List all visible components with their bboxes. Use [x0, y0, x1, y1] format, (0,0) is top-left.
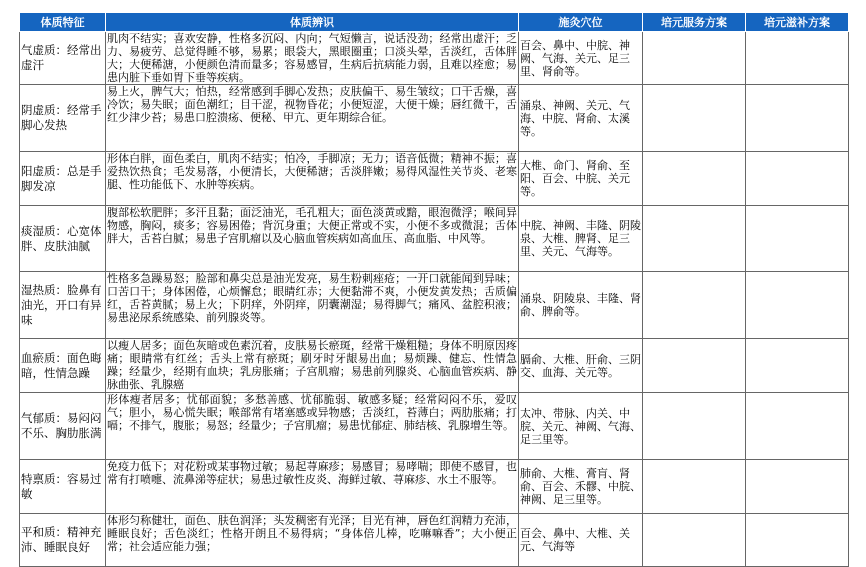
cell-tonic-plan[interactable]	[746, 85, 849, 152]
table-row	[20, 514, 849, 567]
cell-type[interactable]: 阴虚质：经常手脚心发热	[20, 85, 106, 152]
table-row	[20, 460, 849, 514]
cell-type[interactable]: 特禀质：容易过敏	[20, 460, 106, 514]
cell-type[interactable]: 痰湿质：心宽体胖、皮肤油腻	[20, 206, 106, 272]
cell-description[interactable]: 易上火，脾气大；怕热，经常感到手脚心发热；皮肤偏干、易生皱纹；口干舌燥，喜冷饮；易失眠；面色潮红；目干涩，视物昏花；小便短涩，大便干燥；唇红微干，舌红少津少苔；易患口腔溃疡、便秘、甲亢、更年期综合征。	[106, 85, 519, 152]
cell-description[interactable]: 体形匀称健壮，面色、肤色润泽；头发稠密有光泽；目光有神，唇色红润精力充沛，睡眠良好；舌色淡红；性格开朗且不易得病；“身体倍儿棒，吃嘛嘛香”；大小便正常；社会适应能力强；	[106, 514, 519, 567]
cell-acupoints[interactable]: 膈俞、大椎、肝俞、三阴交、血海、关元等。	[519, 339, 643, 393]
table-row	[20, 85, 849, 152]
cell-type[interactable]: 湿热质：脸鼻有油光，开口有异味	[20, 272, 106, 339]
cell-service-plan[interactable]	[643, 206, 746, 272]
cell-type[interactable]: 气虚质：经常出虚汗	[20, 32, 106, 85]
cell-description[interactable]: 性格多急躁易怒；脸部和鼻尖总是油光发亮，易生粉刺痤疮；一开口就能闻到异味；口苦口干；身体困倦，心烦懈怠；眼睛红赤；大便黏滞不爽，小便发黄发热；舌质偏红，舌苔黄腻；易上火；下阴痒，外阴痒，阴囊潮湿；易得脚气；痛风、盆腔积液；易患泌尿系统感染、前列腺炎等。	[106, 272, 519, 339]
cell-acupoints[interactable]: 太冲、带脉、内关、中脘、关元、神阙、气海、足三里等。	[519, 393, 643, 460]
cell-tonic-plan[interactable]	[746, 514, 849, 567]
cell-type[interactable]: 平和质：精神充沛、睡眠良好	[20, 514, 106, 567]
table-row	[20, 272, 849, 339]
cell-description[interactable]: 以瘦人居多；面色灰暗或色素沉着，皮肤易长瘀斑，经常干燥粗糙；身体不明原因疼痛；眼睛常有红丝；舌头上常有瘀斑；刷牙时牙龈易出血；易烦躁、健忘、性情急躁；经量少，经期有血块；乳房胀痛；子宫肌瘤；易患前列腺炎、心脑血管疾病、静脉曲张、乳腺癌	[107, 339, 517, 391]
cell-type[interactable]: 气郁质：易闷闷不乐、胸肋胀满	[20, 393, 106, 460]
cell-acupoints[interactable]: 百会、鼻中、中脘、神阙、气海、关元、足三里、肾俞等。	[519, 32, 643, 85]
header-type[interactable]: 体质特征	[20, 13, 106, 32]
header-service-plan[interactable]: 培元服务方案	[643, 13, 746, 32]
cell-tonic-plan[interactable]	[746, 339, 849, 393]
constitution-table-container	[19, 12, 849, 567]
cell-service-plan[interactable]	[643, 85, 746, 152]
cell-description[interactable]: 形体白胖，面色柔白，肌肉不结实；怕冷，手脚凉；无力；语音低微；精神不振；喜爱热饮热食；毛发易落，小便清长，大便稀溏；舌淡胖嫩；易得风湿性关节炎、老寒腿、性功能低下、水肿等疾病。	[106, 152, 519, 206]
cell-type[interactable]: 血瘀质：面色晦暗，性情急躁	[20, 339, 106, 393]
cell-tonic-plan[interactable]	[746, 393, 849, 460]
table-row	[20, 206, 849, 272]
table-row	[20, 32, 849, 85]
cell-tonic-plan[interactable]	[746, 206, 849, 272]
cell-service-plan[interactable]	[643, 460, 746, 514]
cell-acupoints[interactable]: 中脘、神阙、丰隆、阴陵泉、大椎、脾肾、足三里、关元、气海等。	[519, 206, 643, 272]
cell-service-plan[interactable]	[643, 393, 746, 460]
cell-type[interactable]: 阳虚质：总是手脚发凉	[20, 152, 106, 206]
cell-acupoints[interactable]: 百会、鼻中、大椎、关元、气海等	[519, 514, 643, 567]
header-row	[20, 13, 849, 32]
table-row	[20, 393, 849, 460]
table-row	[20, 152, 849, 206]
cell-acupoints[interactable]: 大椎、命门、肾俞、至阳、百会、中脘、关元等。	[519, 152, 643, 206]
header-acupoints[interactable]: 施灸穴位	[519, 13, 643, 32]
cell-service-plan[interactable]	[643, 152, 746, 206]
cell-acupoints[interactable]: 涌泉、神阙、关元、气海、中脘、肾俞、太溪等。	[519, 85, 643, 152]
cell-description[interactable]: 免疫力低下；对花粉或某事物过敏；易起荨麻疹；易感冒；易哮喘；即使不感冒，也常有打喷嚏、流鼻涕等症状；易患过敏性皮炎、海鲜过敏、荨麻疹、水土不服等。	[106, 460, 519, 514]
cell-description[interactable]: 腹部松软肥胖；多汗且黏；面泛油光，毛孔粗大；面色淡黄或黯，眼泡微浮；喉间异物感，胸闷，痰多；容易困倦；背沉身重；大便正常或不实，小便不多或微混；舌体胖大，舌苔白腻；易患子宫肌瘤以及心脑血管疾病如高血压、高血脂、中风等。	[106, 206, 519, 272]
cell-acupoints[interactable]: 涌泉、阴陵泉、丰隆、肾俞、脾俞等。	[519, 272, 643, 339]
cell-service-plan[interactable]	[643, 339, 746, 393]
table-row	[20, 339, 849, 393]
cell-service-plan[interactable]	[643, 272, 746, 339]
header-identification[interactable]: 体质辨识	[106, 13, 519, 32]
cell-acupoints[interactable]: 肺俞、大椎、膏肓、肾俞、百会、禾髎、中脘、神阙、足三里等。	[519, 460, 643, 514]
cell-tonic-plan[interactable]	[746, 152, 849, 206]
cell-tonic-plan[interactable]	[746, 460, 849, 514]
cell-service-plan[interactable]	[643, 32, 746, 85]
cell-service-plan[interactable]	[643, 514, 746, 567]
cell-tonic-plan[interactable]	[746, 32, 849, 85]
cell-description[interactable]: 形体瘦者居多；忧郁面貌；多愁善感、忧郁脆弱、敏感多疑；经常闷闷不乐，爱叹气；胆小，易心慌失眠；喉部常有堵塞感或异物感；舌淡红，苔薄白；两肋胀痛；打嗝；不排气，腹胀；易怒；经量少；子宫肌瘤；易患忧郁症、肺结核、乳腺增生等。	[106, 393, 519, 460]
cell-description[interactable]: 肌肉不结实；喜欢安静，性格多沉闷、内向；气短懒言，说话没劲；经常出虚汗；乏力、易疲劳、总觉得睡不够，易累；眼袋大，黑眼圈重；口淡头晕，舌淡红，舌体胖大；大便稀溏，小便颜色清而量多；容易感冒，生病后抗病能力弱，且难以痊愈；易患内脏下垂如胃下垂等疾病。	[107, 32, 517, 84]
cell-tonic-plan[interactable]	[746, 272, 849, 339]
header-tonic-plan[interactable]: 培元滋补方案	[746, 13, 849, 32]
constitution-table	[19, 12, 849, 567]
